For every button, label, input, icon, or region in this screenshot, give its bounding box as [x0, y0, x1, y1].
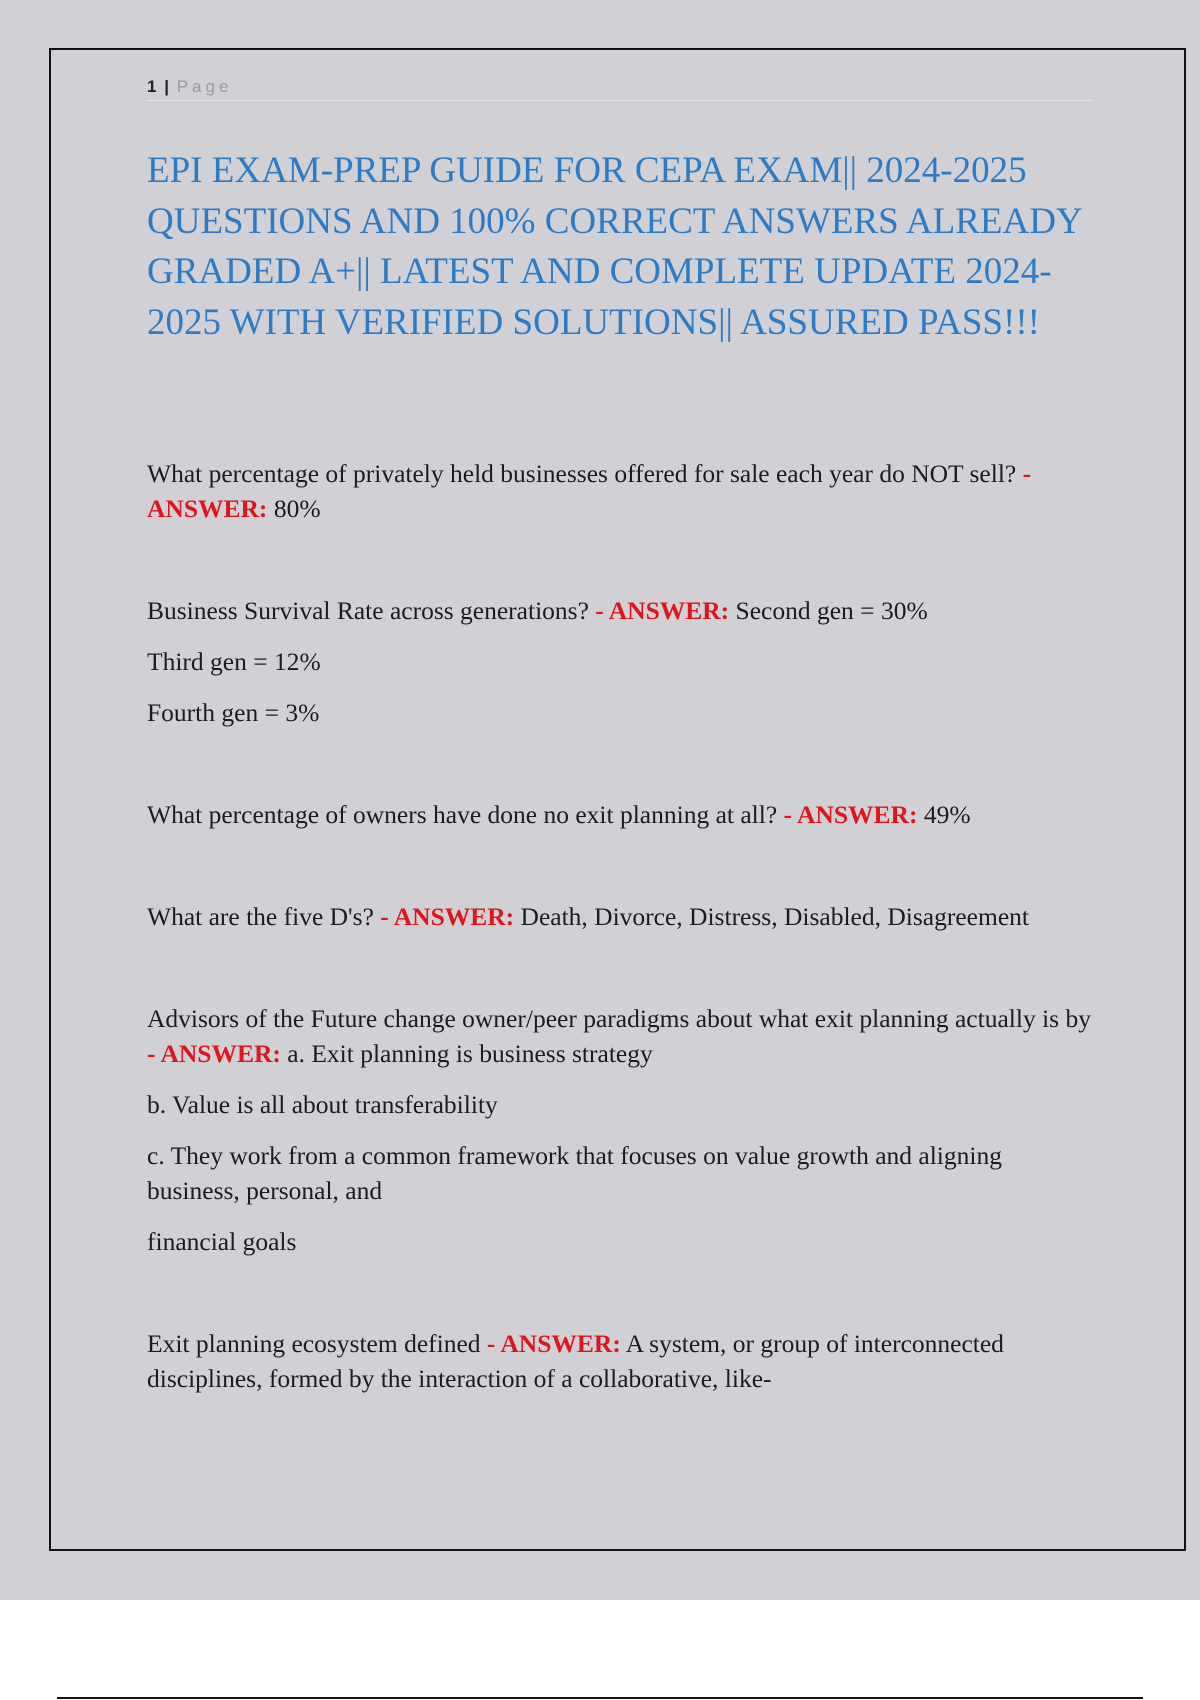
qa-list [147, 456, 1097, 1396]
qa-item [147, 899, 1097, 934]
answer-continuation: b. Value is all about transferability [147, 1090, 498, 1119]
next-page-divider [57, 1697, 1143, 1699]
answer-label: - ANSWER: [147, 1039, 281, 1068]
answer-label: - ANSWER: [783, 800, 918, 829]
question-text: Business Survival Rate across generations? [147, 596, 589, 625]
qa-item [147, 456, 1097, 526]
answer-label: - ANSWER: [486, 1329, 621, 1358]
answer-text: a. Exit planning is business strategy [287, 1039, 653, 1068]
answer-text: Death, Divorce, Distress, Disabled, Disagreement [520, 902, 1029, 931]
answer-continuation: Fourth gen = 3% [147, 698, 320, 727]
qa-item [147, 1326, 1097, 1396]
answer-text: A system, or group of interconnected disciplines, formed by the interaction of a collaborative, like- [147, 1329, 1004, 1393]
answer-text: 80% [273, 494, 321, 523]
qa-item [147, 593, 1097, 628]
answer-continuation: Third gen = 12% [147, 647, 321, 676]
answer-label: - ANSWER: [595, 596, 730, 625]
answer-continuation: financial goals [147, 1227, 297, 1256]
answer-continuation: c. They work from a common framework that focuses on value growth and aligning business, personal, and [147, 1141, 1002, 1205]
page-separator: | [164, 77, 169, 96]
question-text: Advisors of the Future change owner/peer paradigms about what exit planning actually is by [147, 1004, 1091, 1033]
page-number: 1 [147, 77, 157, 96]
document-title: EPI EXAM-PREP GUIDE FOR CEPA EXAM|| 2024-2025 QUESTIONS AND 100% CORRECT ANSWERS ALREADY GRADED A+|| LATEST AND COMPLETE UPDATE 2024-2025 WITH VERIFIED SOLUTIONS|| ASSURED PASS!!! [147, 150, 1082, 343]
answer-label: - ANSWER: [380, 902, 515, 931]
page-label: Page [176, 77, 233, 96]
answer-text: 49% [923, 800, 971, 829]
question-text: What percentage of privately held businesses offered for sale each year do NOT sell? [147, 459, 1017, 488]
document-page [49, 48, 1186, 1551]
answer-text: Second gen = 30% [735, 596, 928, 625]
question-text: Exit planning ecosystem defined [147, 1329, 481, 1358]
qa-item [147, 1001, 1097, 1071]
qa-item [147, 797, 1097, 832]
question-text: What are the five D's? [147, 902, 374, 931]
page-header [147, 74, 1092, 101]
answer-label: - ANSWER: [147, 459, 1032, 523]
question-text: What percentage of owners have done no exit planning at all? [147, 800, 778, 829]
